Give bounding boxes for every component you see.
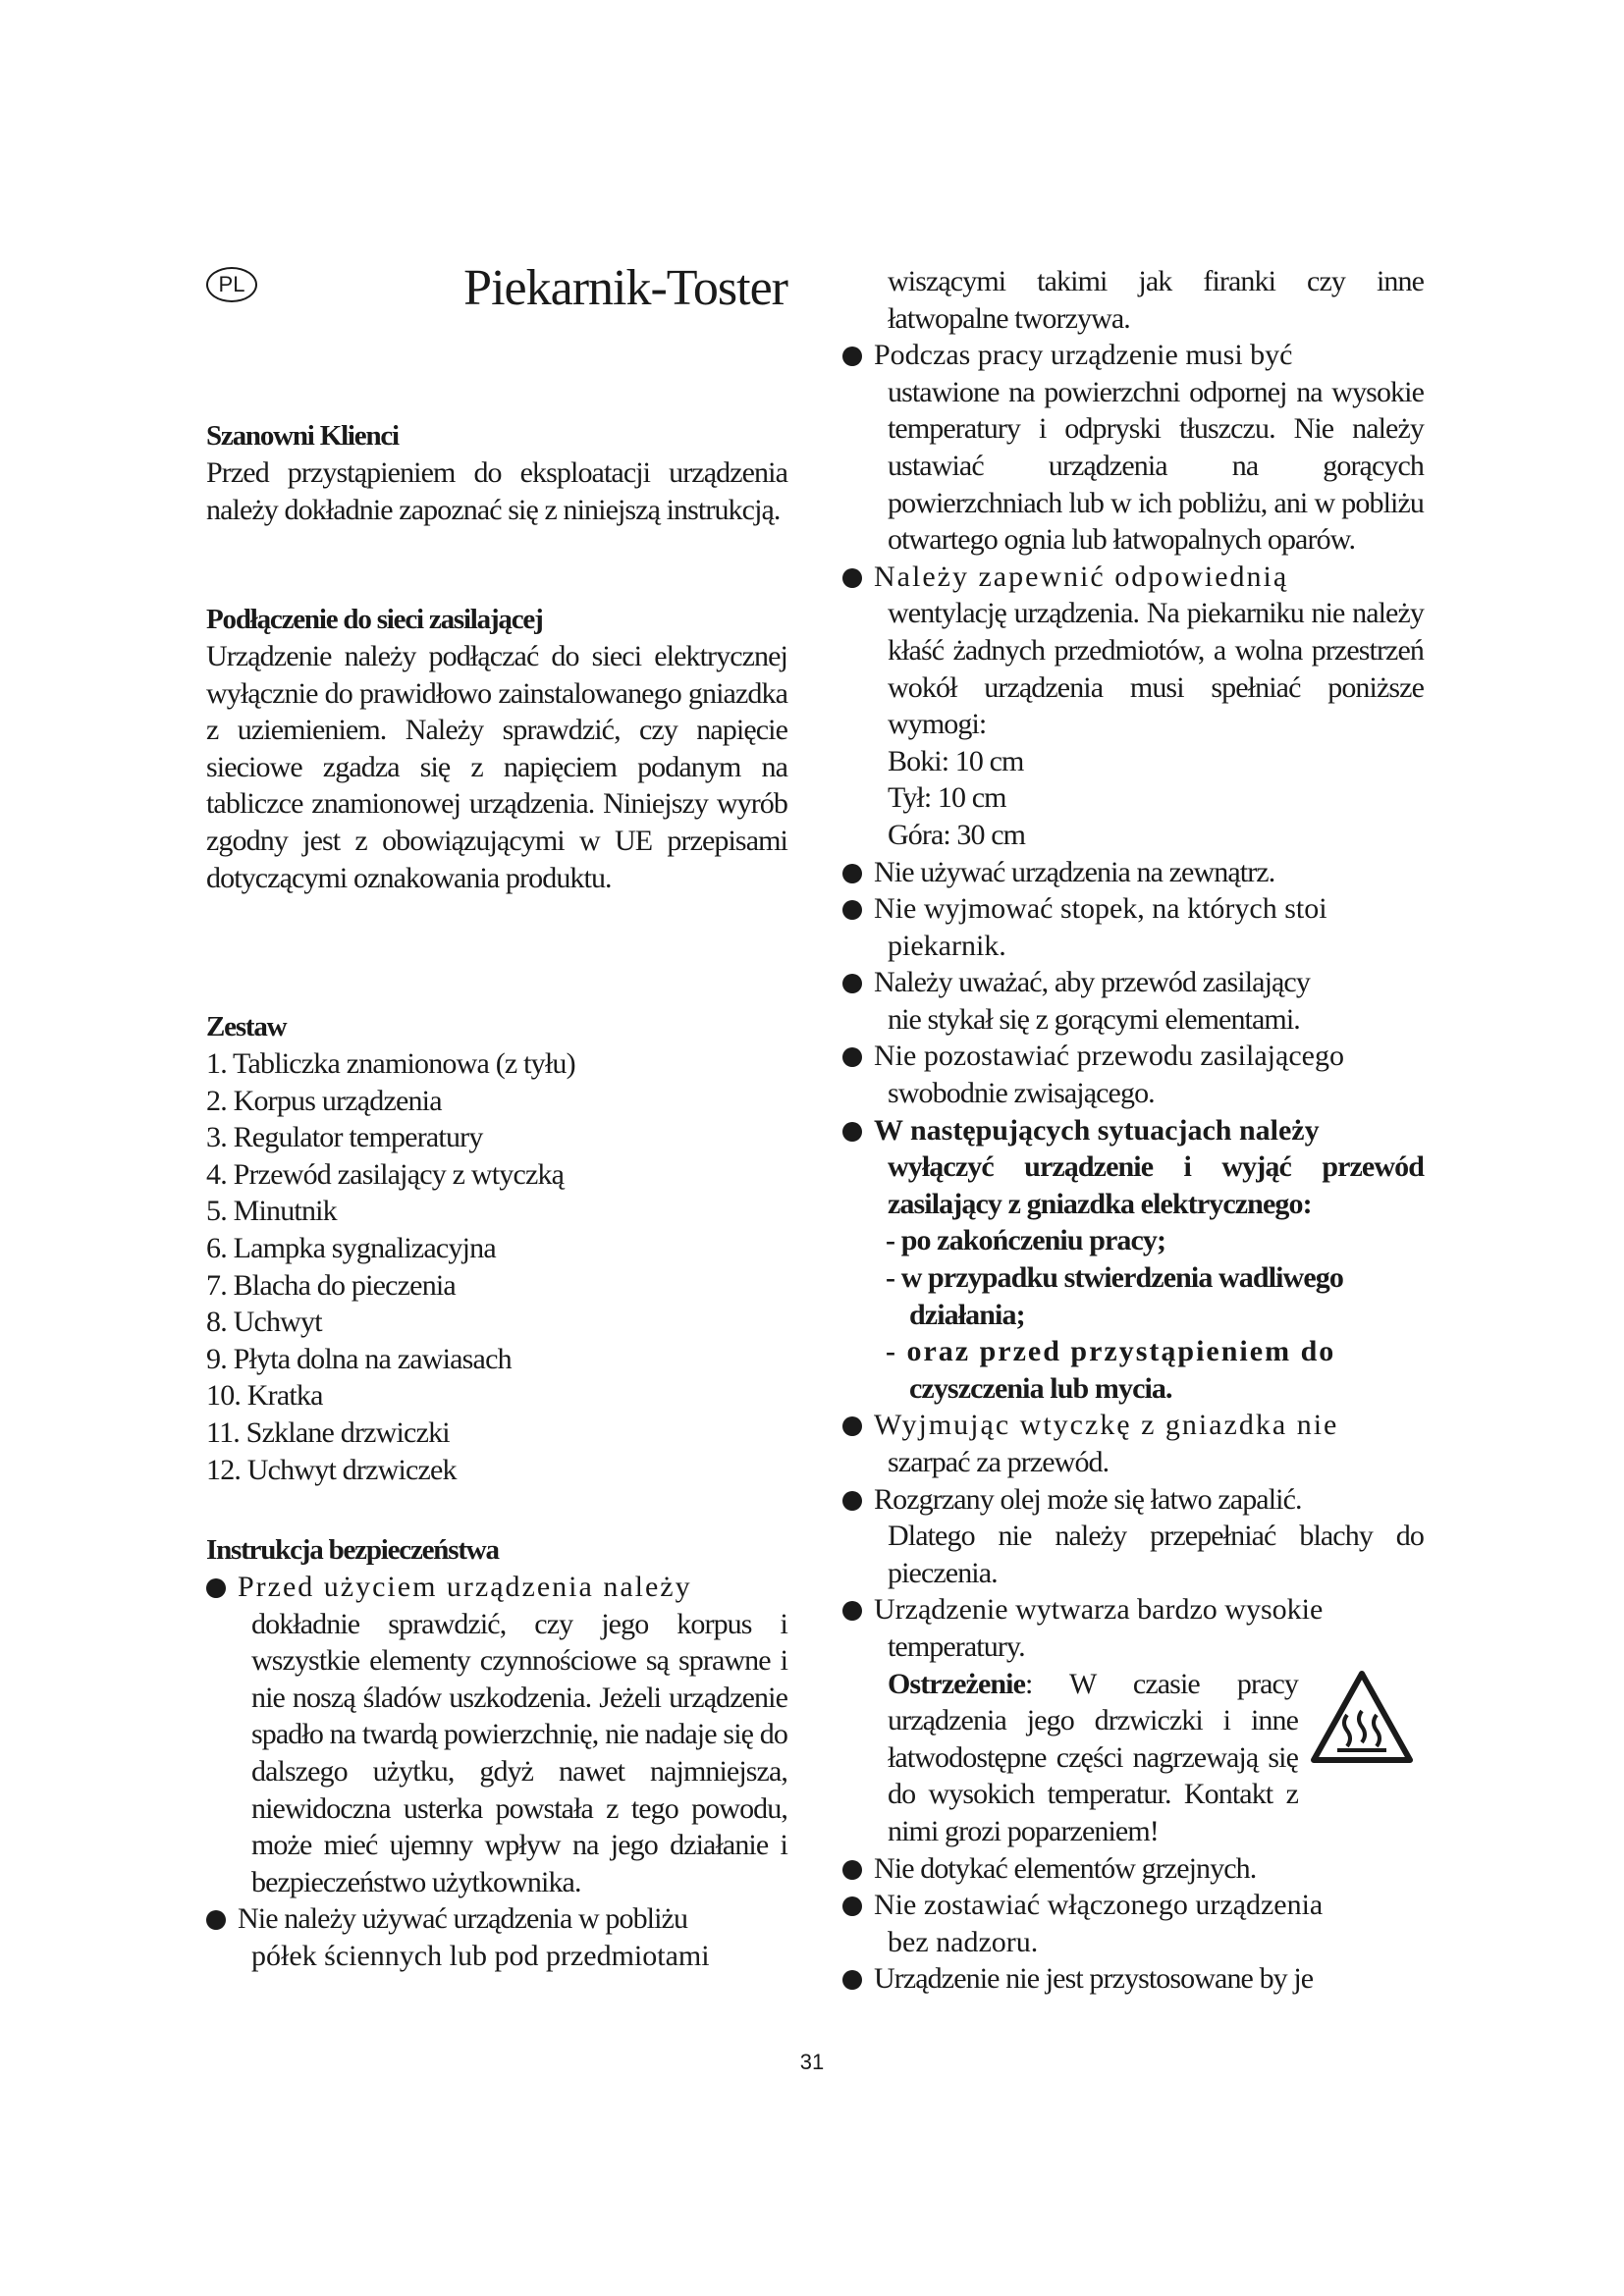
list-item: 3. Regulator temperatury xyxy=(206,1121,483,1154)
clearance-back: Tył: 10 cm xyxy=(888,781,1006,815)
safety-list-right xyxy=(842,337,1424,1998)
safety-section xyxy=(206,1531,787,1975)
list-item: 2. Korpus urządzenia xyxy=(206,1084,442,1117)
list-item: 4. Przewód zasilający z wtyczką xyxy=(206,1157,565,1191)
list-item: 9. Płyta dolna na zawiasach xyxy=(206,1342,512,1375)
list-item: Należy zapewnić odpowiednią wentylację urządzenia. Na piekarniku nie należy kłaść żadnych przedmiotów, a wolna przestrzeń wokół urządzenia musi spełniać poniższe wymogi: Boki: 10 cm Tył: 10 cm Góra: 30 cm xyxy=(842,559,1424,854)
list-item: Nie używać urządzenia na zewnątrz. xyxy=(842,854,1424,891)
list-item: Należy uważać, aby przewód zasilający nie stykał się z gorącymi elementami. xyxy=(842,964,1424,1038)
bullet-icon xyxy=(842,864,862,883)
bullet-icon xyxy=(842,347,862,366)
list-item: Nie należy używać urządzenia w pobliżu półek ściennych lub pod przedmiotami xyxy=(206,1900,787,1974)
list-item: Urządzenie nie jest przystosowane by je xyxy=(842,1960,1424,1998)
bullet-icon xyxy=(842,900,862,920)
bullet-icon xyxy=(842,1047,862,1067)
list-item: Nie wyjmować stopek, na których stoi piekarnik. xyxy=(842,890,1424,964)
right-column xyxy=(842,263,1424,1998)
bullet-icon xyxy=(842,1122,862,1142)
list-item: 10. Kratka xyxy=(206,1379,323,1413)
parts-list xyxy=(206,1045,787,1488)
bullet-icon xyxy=(842,1601,862,1621)
power-text: Urządzenie należy podłączać do sieci elektrycznej wyłącznie do prawidłowo zainstalowanego gniazdka z uziemieniem. Należy sprawdzić, czy napięcie sieciowe zgadza się z napięciem podanym na tabliczce znamionowej urządzenia. Niniejszy wyrób zgodny jest z obowiązującymi w UE przepisami dotyczącymi oznakowania produktu. xyxy=(206,640,787,894)
sub-item: - po zakończeniu pracy; xyxy=(886,1224,1166,1257)
list-item: Nie dotykać elementów grzejnych. xyxy=(842,1850,1424,1888)
sub-item: - w przypadku stwierdzenia wadliwego działania; xyxy=(886,1261,1343,1331)
safety-list-left xyxy=(206,1569,787,1975)
bullet-icon xyxy=(842,1416,862,1436)
intro-section xyxy=(206,417,787,528)
list-item: Urządzenie wytwarza bardzo wysokie temperatury. Ostrzeżenie: W czasie pracy urządzenia jego drzwiczki i inne łatwodostępne części nagrzewają się do wysokich temperatur. Kontakt z nimi grozi poparzeniem! xyxy=(842,1591,1424,1849)
clearance-top: Góra: 30 cm xyxy=(888,818,1026,851)
clearance-sides: Boki: 10 cm xyxy=(888,744,1024,777)
list-item: 11. Szklane drzwiczki xyxy=(206,1415,450,1449)
power-heading: Podłączenie do sieci zasilającej xyxy=(206,604,543,635)
warning-label: Ostrzeżenie xyxy=(888,1667,1026,1700)
bullet-icon xyxy=(842,568,862,588)
bullet-icon xyxy=(842,1860,862,1880)
list-item: 1. Tabliczka znamionowa (z tyłu) xyxy=(206,1047,575,1080)
bullet-icon xyxy=(842,1491,862,1511)
bullet-icon xyxy=(842,1970,862,1990)
sub-item: - oraz przed przystąpieniem do czyszczenia lub mycia. xyxy=(886,1335,1336,1405)
list-item: Rozgrzany olej może się łatwo zapalić. Dlatego nie należy przepełniać blachy do pieczenia. xyxy=(842,1481,1424,1592)
document-title: Piekarnik-Toster xyxy=(463,260,787,316)
list-item: 6. Lampka sygnalizacyjna xyxy=(206,1231,496,1264)
list-item: W następujących sytuacjach należy wyłączyć urządzenie i wyjąć przewód zasilający z gniazdka elektrycznego: - po zakończeniu pracy; - w przypadku stwierdzenia wadliwego działania; - oraz przed przystąpieniem do czyszczenia lub mycia. xyxy=(842,1112,1424,1408)
list-item: Nie pozostawiać przewodu zasilającego swobodnie zwisającego. xyxy=(842,1038,1424,1111)
bullet-icon xyxy=(206,1578,226,1598)
page-number: 31 xyxy=(799,2050,825,2074)
bullet-icon xyxy=(842,1896,862,1916)
warning-text: : W czasie pracy urządzenia jego drzwiczki i inne łatwodostępne części nagrzewają się do wysokich temperatur. Kontakt z nimi grozi poparzeniem! xyxy=(888,1667,1298,1847)
list-item: 12. Uchwyt drzwiczek xyxy=(206,1453,457,1486)
safety-heading: Instrukcja bezpieczeństwa xyxy=(206,1534,499,1566)
list-item: 8. Uchwyt xyxy=(206,1306,322,1339)
intro-text: Przed przystąpieniem do eksploatacji urządzenia należy dokładnie zapoznać się z niniejszą instrukcją. xyxy=(206,456,787,526)
list-item: 7. Blacha do pieczenia xyxy=(206,1268,456,1302)
bullet-icon xyxy=(842,974,862,993)
list-item: Wyjmując wtyczkę z gniazdka nie szarpać za przewód. xyxy=(842,1407,1424,1480)
list-item: Nie zostawiać włączonego urządzenia bez nadzoru. xyxy=(842,1887,1424,1960)
warning-block xyxy=(874,1666,1424,1850)
list-item: 5. Minutnik xyxy=(206,1195,337,1228)
power-section xyxy=(206,601,787,896)
intro-heading: Szanowni Klienci xyxy=(206,420,399,452)
page-header xyxy=(206,257,787,326)
language-badge: PL xyxy=(206,267,257,302)
parts-heading: Zestaw xyxy=(206,1011,287,1042)
continuation-text: wiszącymi takimi jak firanki czy inne łatwopalne tworzywa. xyxy=(888,265,1424,335)
hot-surface-warning-icon xyxy=(1308,1668,1416,1766)
parts-section xyxy=(206,1008,787,1488)
clearance-list xyxy=(874,743,1424,854)
bullet-icon xyxy=(206,1910,226,1930)
list-item: Przed użyciem urządzenia należy dokładnie sprawdzić, czy jego korpus i wszystkie elementy czynnościowe są sprawne i nie noszą śladów uszkodzenia. Jeżeli urządzenie spadło na twardą powierzchnię, nie nadaje się do dalszego użytku, gdyż nawet najmniejsza, niewidoczna usterka powstała z tego powodu, może mieć ujemny wpływ na jego działanie i bezpieczeństwo użytkownika. xyxy=(206,1569,787,1900)
list-item: Podczas pracy urządzenie musi być ustawione na powierzchni odpornej na wysokie temperatury i odpryski tłuszczu. Nie należy ustawiać urządzenia na gorących powierzchniach lub w ich pobliżu, ani w pobliżu otwartego ognia lub łatwopalnych oparów. xyxy=(842,337,1424,559)
